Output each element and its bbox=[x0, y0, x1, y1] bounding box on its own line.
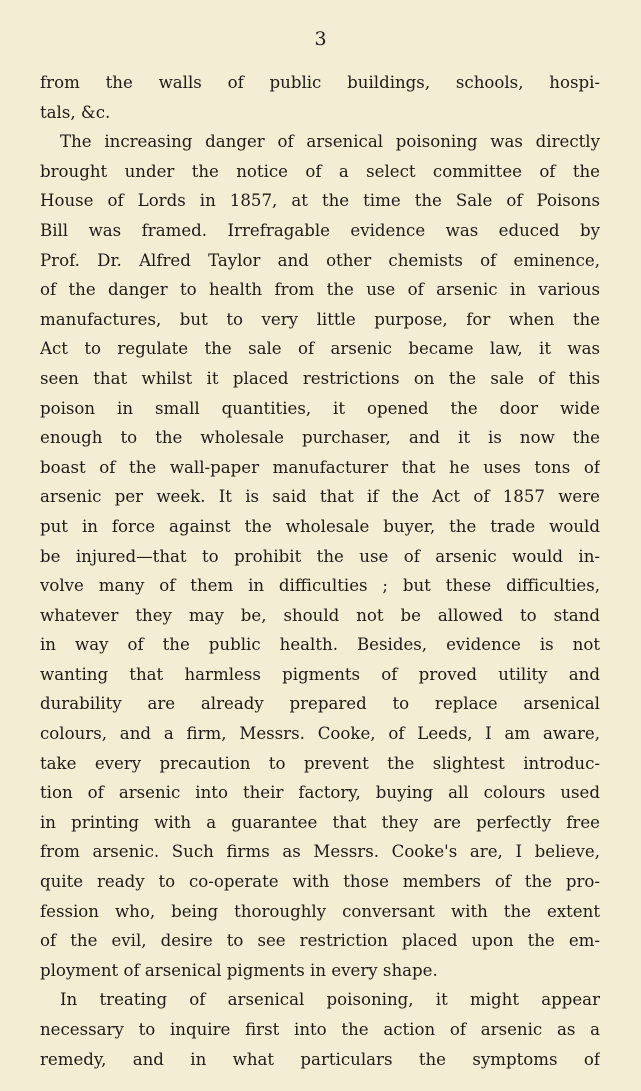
text-line: fession who, being thoroughly conversant with the extent bbox=[40, 901, 600, 921]
text-line: The increasing danger of arsenical poisoning was directly bbox=[60, 132, 600, 152]
text-line: in way of the public health. Besides, evidence is not bbox=[40, 635, 600, 655]
text-line: Prof. Dr. Alfred Taylor and other chemists of eminence, bbox=[40, 250, 600, 270]
text-line: manufactures, but to very little purpose, for when the bbox=[40, 309, 600, 329]
body-text bbox=[40, 68, 600, 1074]
text-line: tion of arsenic into their factory, buying all colours used bbox=[40, 783, 600, 803]
text-line: boast of the wall-paper manufacturer that he uses tons of bbox=[40, 457, 600, 477]
text-line: wanting that harmless pigments of proved utility and bbox=[40, 664, 600, 684]
text-line: In treating of arsenical poisoning, it might appear bbox=[60, 990, 600, 1010]
text-line: Act to regulate the sale of arsenic became law, it was bbox=[40, 339, 600, 359]
text-line: poison in small quantities, it opened the door wide bbox=[40, 398, 600, 418]
text-line: remedy, and in what particulars the symptoms of bbox=[40, 1049, 600, 1069]
text-line: colours, and a firm, Messrs. Cooke, of Leeds, I am aware, bbox=[40, 724, 600, 744]
text-line: Bill was framed. Irrefragable evidence was educed by bbox=[40, 220, 600, 240]
text-line: be injured—that to prohibit the use of arsenic would in- bbox=[40, 546, 600, 566]
text-line: ployment of arsenical pigments in every shape. bbox=[40, 960, 438, 980]
text-line: seen that whilst it placed restrictions on the sale of this bbox=[40, 368, 600, 388]
text-line: House of Lords in 1857, at the time the Sale of Poisons bbox=[40, 191, 600, 211]
text-line: durability are already prepared to replace arsenical bbox=[40, 694, 600, 714]
text-line: brought under the notice of a select committee of the bbox=[40, 161, 600, 181]
text-line: quite ready to co-operate with those members of the pro- bbox=[40, 872, 600, 892]
text-line: from arsenic. Such firms as Messrs. Cooke's are, I believe, bbox=[40, 842, 600, 862]
text-line: in printing with a guarantee that they are perfectly free bbox=[40, 812, 600, 832]
text-line: take every precaution to prevent the slightest introduc- bbox=[40, 753, 600, 773]
text-line: enough to the wholesale purchaser, and it is now the bbox=[40, 428, 600, 448]
text-line: whatever they may be, should not be allowed to stand bbox=[40, 605, 600, 625]
text-line: of the evil, desire to see restriction placed upon the em- bbox=[40, 931, 600, 951]
text-line: arsenic per week. It is said that if the Act of 1857 were bbox=[40, 487, 600, 507]
page-number: 3 bbox=[314, 28, 327, 50]
text-line: volve many of them in difficulties ; but these difficulties, bbox=[40, 576, 600, 596]
text-line: from the walls of public buildings, schools, hospi- bbox=[40, 73, 600, 92]
text-line: tals, &c. bbox=[40, 102, 111, 122]
text-line: put in force against the wholesale buyer, the trade would bbox=[40, 516, 600, 536]
text-line: of the danger to health from the use of arsenic in various bbox=[40, 280, 600, 300]
text-line: necessary to inquire first into the action of arsenic as a bbox=[40, 1020, 600, 1039]
